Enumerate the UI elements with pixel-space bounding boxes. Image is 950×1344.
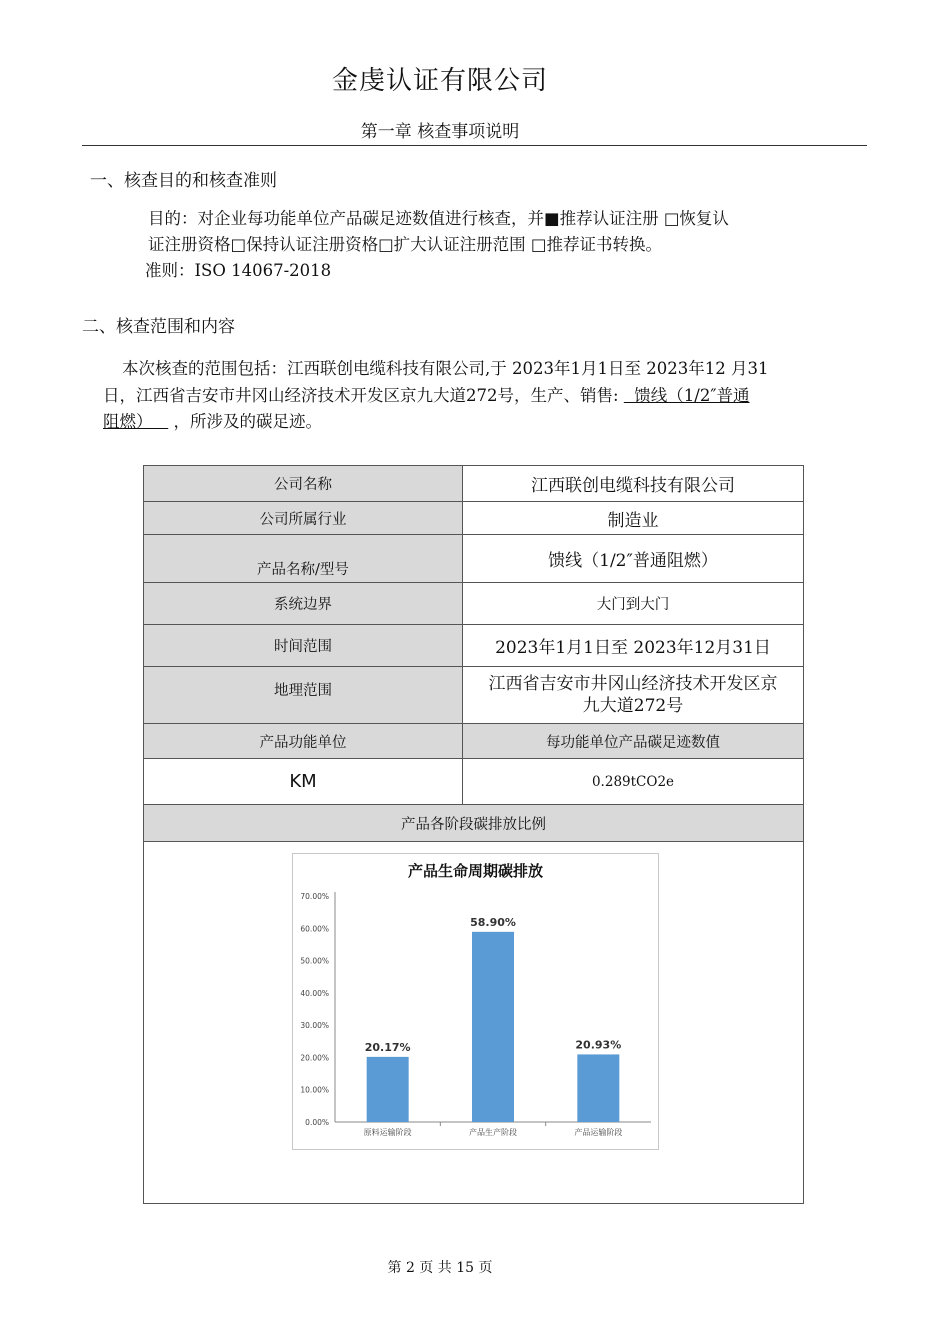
company-name: 金虔认证有限公司 bbox=[331, 66, 548, 96]
section2-heading: 二、核查范围和内容 bbox=[82, 317, 235, 337]
y-tick-label: 0.00% bbox=[305, 1118, 329, 1127]
value-unit: KM bbox=[144, 759, 463, 805]
value-boundary: 大门到大门 bbox=[463, 583, 804, 625]
chart-title: 产品生命周期碳排放 bbox=[407, 862, 543, 880]
x-tick-label: 原料运输阶段 bbox=[363, 1128, 412, 1137]
value-industry: 制造业 bbox=[463, 502, 804, 535]
y-tick-label: 40.00% bbox=[300, 988, 329, 998]
label-product: 产品名称/型号 bbox=[144, 535, 463, 583]
label-industry: 公司所属行业 bbox=[144, 502, 463, 535]
chart-svg bbox=[293, 854, 658, 1149]
page-footer: 第 2 页 共 15 页 bbox=[387, 1260, 493, 1276]
table-row bbox=[144, 625, 804, 667]
data-label: 20.93% bbox=[575, 1038, 622, 1052]
y-tick-label: 70.00% bbox=[300, 892, 329, 901]
table-row bbox=[144, 667, 804, 724]
value-geo-line2: 九大道272号 bbox=[582, 696, 684, 716]
value-footprint: 0.289tCO2e bbox=[463, 759, 804, 805]
y-tick-label: 10.00% bbox=[300, 1085, 329, 1095]
value-product: 馈线（1/2″普通阻燃） bbox=[463, 535, 804, 583]
y-tick-label: 50.00% bbox=[300, 956, 329, 966]
scope-line3-text: ，所涉及的碳足迹。 bbox=[168, 412, 322, 431]
header-rule bbox=[82, 145, 867, 146]
x-tick-label: 产品运输阶段 bbox=[574, 1128, 623, 1137]
section1-heading: 一、核查目的和核查准则 bbox=[90, 171, 277, 191]
product-underlined-2: 阻燃） bbox=[103, 412, 169, 431]
label-unit: 产品功能单位 bbox=[144, 724, 463, 759]
data-label: 58.90% bbox=[470, 915, 516, 929]
criterion: 准则：ISO 14067-2018 bbox=[145, 261, 332, 280]
table-row bbox=[144, 466, 804, 502]
label-boundary: 系统边界 bbox=[144, 583, 463, 625]
scope-line2 bbox=[103, 383, 750, 409]
label-time: 时间范围 bbox=[144, 625, 463, 667]
table-row bbox=[144, 724, 804, 759]
y-tick-label: 30.00% bbox=[300, 1021, 329, 1031]
data-label: 20.17% bbox=[364, 1040, 411, 1054]
label-footprint: 每功能单位产品碳足迹数值 bbox=[463, 724, 804, 759]
value-company: 江西联创电缆科技有限公司 bbox=[463, 466, 804, 502]
product-underlined-1: 馈线（1/2″普通 bbox=[623, 386, 750, 405]
scope-line2-text: 日，江西省吉安市井冈山经济技术开发区京九大道272号，生产、销售: bbox=[103, 386, 624, 405]
purpose-line1: 目的：对企业每功能单位产品碳足迹数值进行核查，并■推荐认证注册 □恢复认 bbox=[148, 209, 729, 228]
value-time: 2023年1月1日至 2023年12月31日 bbox=[463, 625, 804, 667]
table-row bbox=[144, 535, 804, 583]
carbon-chart bbox=[292, 853, 659, 1150]
table-row bbox=[144, 805, 804, 842]
table-row bbox=[144, 502, 804, 535]
scope-line3 bbox=[103, 409, 322, 435]
y-tick-label: 20.00% bbox=[300, 1053, 329, 1063]
value-geo bbox=[463, 667, 804, 724]
table-row bbox=[144, 583, 804, 625]
bar bbox=[367, 1057, 409, 1122]
value-geo-line1: 江西省吉安市井冈山经济技术开发区京 bbox=[488, 674, 778, 694]
table-row bbox=[144, 759, 804, 805]
scope-line1: 本次核查的范围包括：江西联创电缆科技有限公司,于 2023年1月1日至 2023年12 月31 bbox=[122, 359, 769, 378]
label-company: 公司名称 bbox=[144, 466, 463, 502]
purpose-line2: 证注册资格□保持认证注册资格□扩大认证注册范围 □推荐证书转换。 bbox=[148, 235, 663, 254]
chapter-title: 第一章 核查事项说明 bbox=[360, 122, 520, 142]
label-geo: 地理范围 bbox=[144, 667, 463, 724]
bar bbox=[472, 932, 514, 1122]
label-ratio: 产品各阶段碳排放比例 bbox=[144, 805, 804, 842]
bar bbox=[577, 1054, 619, 1122]
x-tick-label: 产品生产阶段 bbox=[469, 1128, 517, 1137]
y-tick-label: 60.00% bbox=[300, 924, 329, 934]
